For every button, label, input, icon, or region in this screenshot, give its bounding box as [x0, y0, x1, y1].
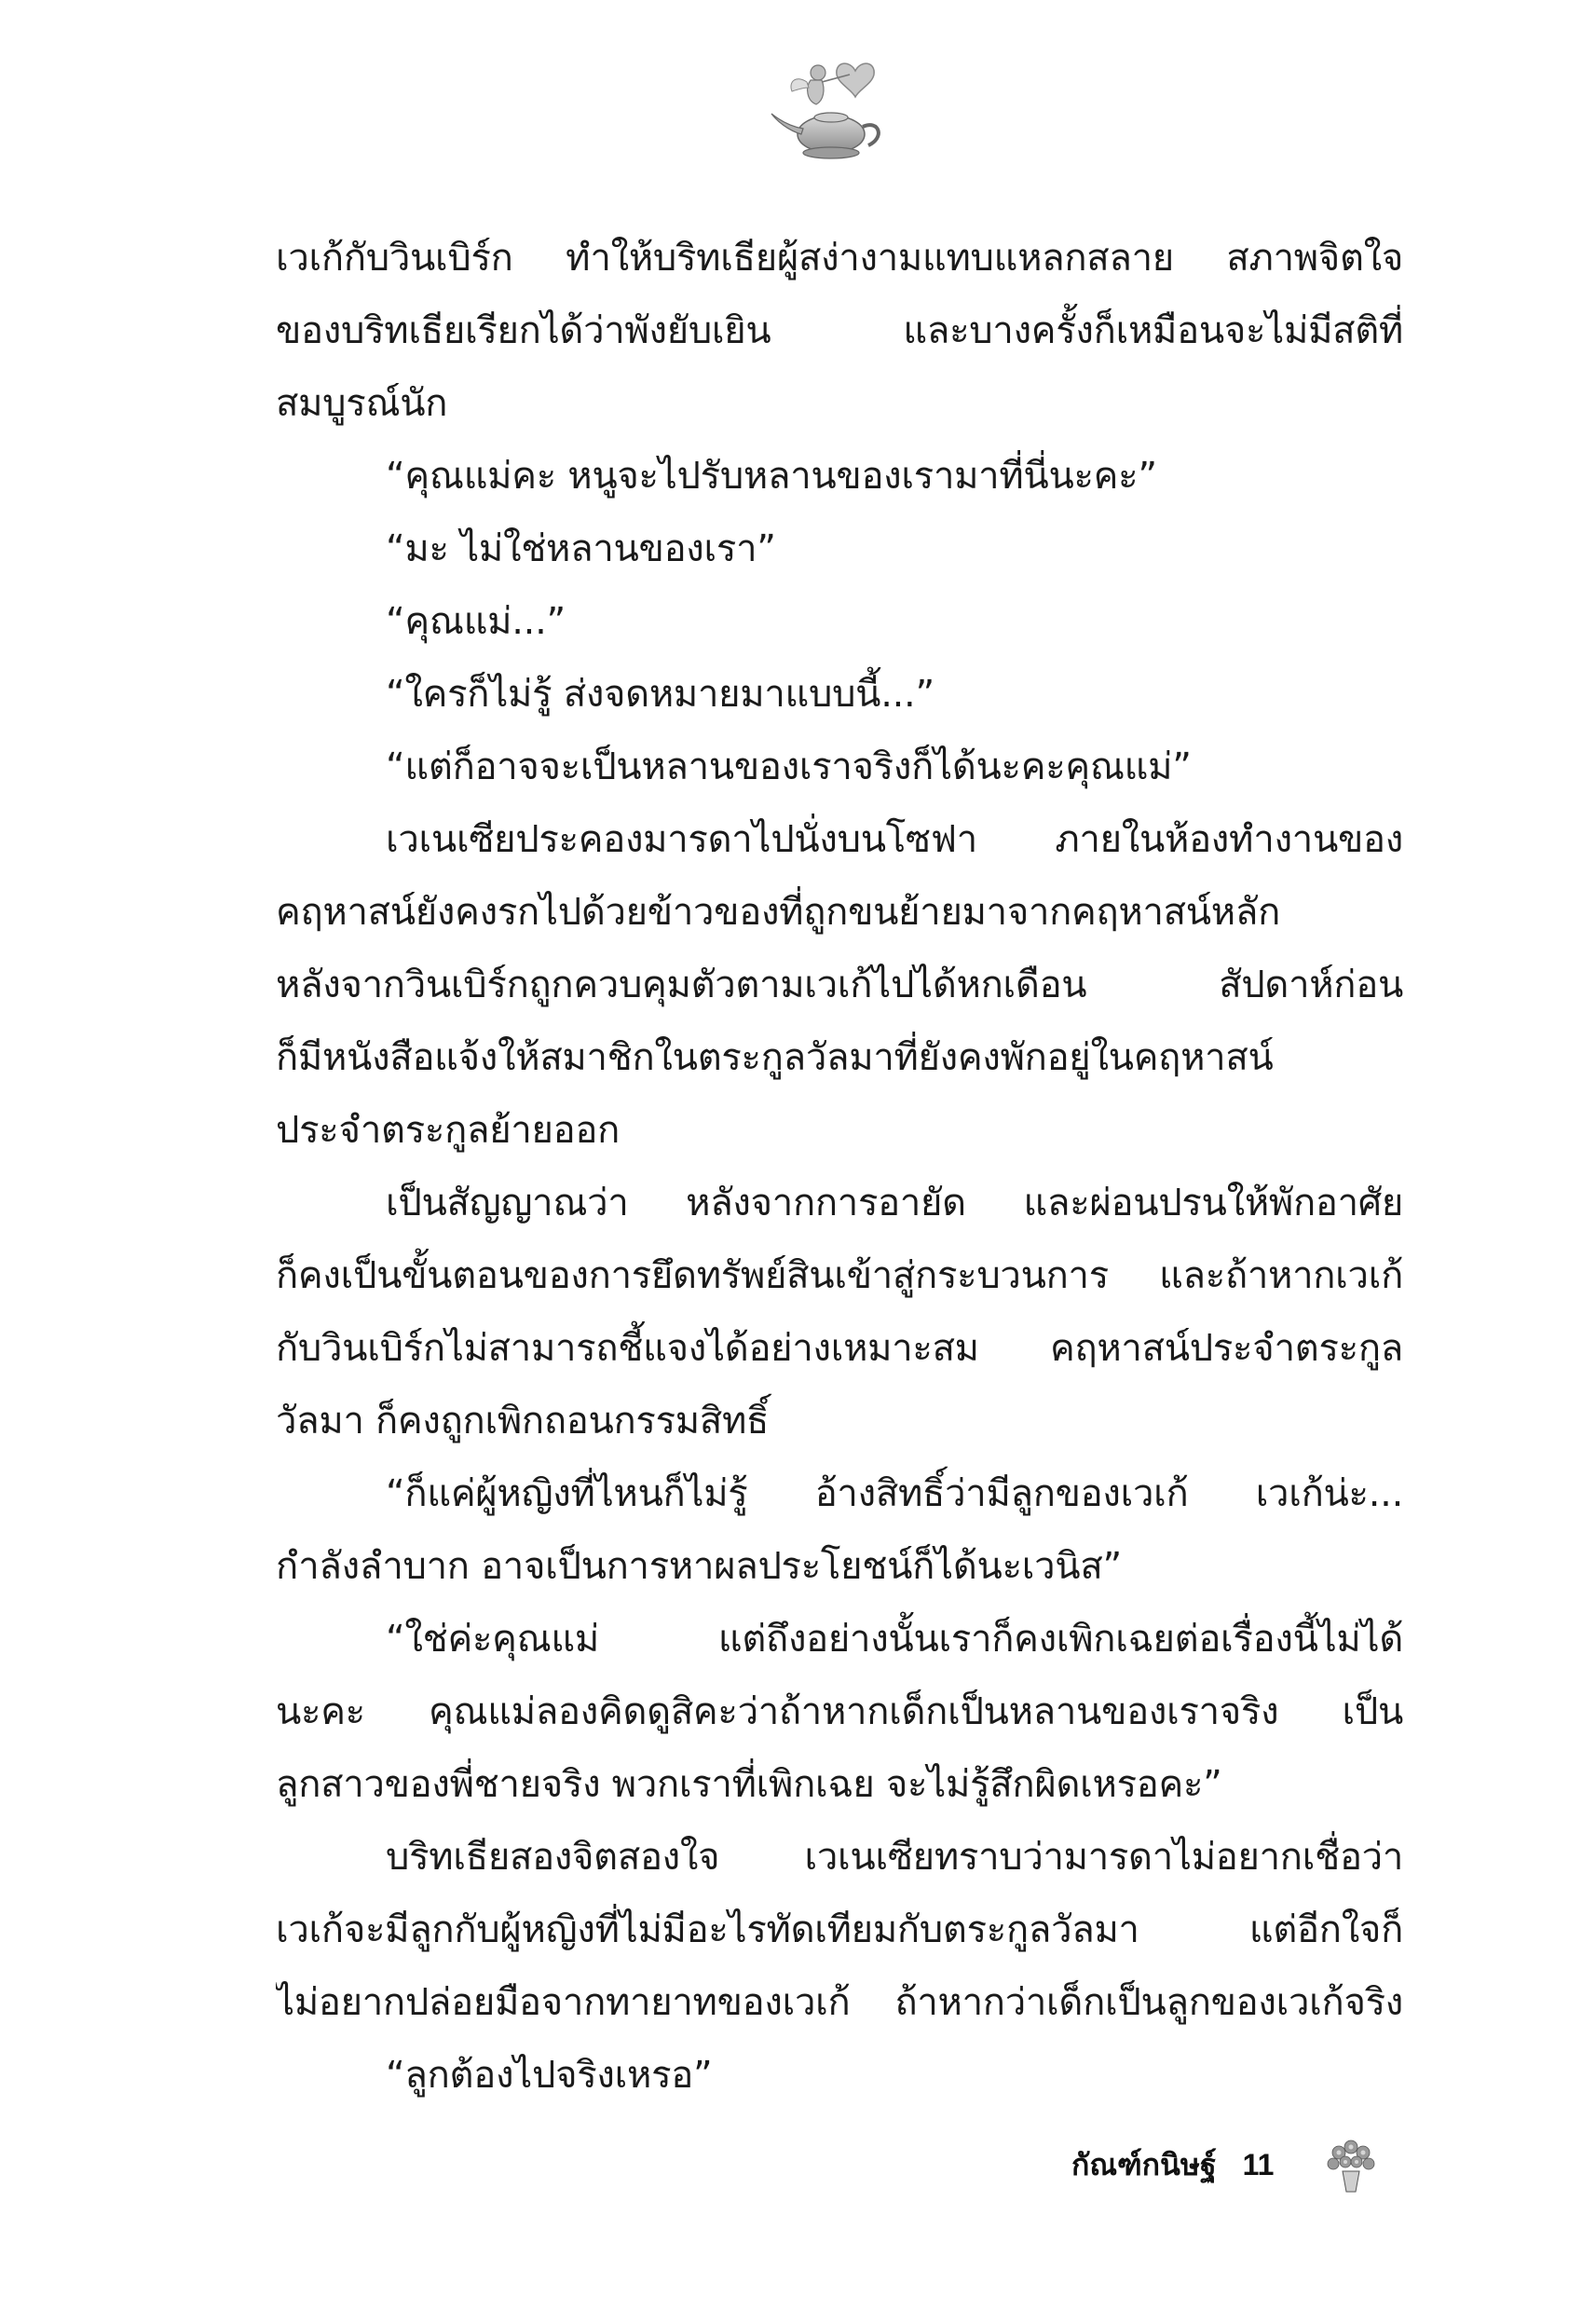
text-line: กำลังลำบาก อาจเป็นการหาผลประโยชน์ก็ได้นะเวนิส”	[276, 1545, 1122, 1588]
text-line: “มะ ไม่ใช่หลานของเรา”	[386, 527, 776, 570]
book-title: กัณฑ์กนิษฐ์	[1071, 2146, 1217, 2182]
flower-bouquet-ornament-icon	[1320, 2134, 1382, 2195]
text-line: ของบริทเธียเรียกได้ว่าพังยับเยิน และบางครั้งก็เหมือนจะไม่มีสติที่	[276, 309, 1403, 352]
text-line: “คุณแม่...”	[386, 600, 566, 643]
text-line: “ใช่ค่ะคุณแม่ แต่ถึงอย่างนั้นเราก็คงเพิกเฉยต่อเรื่องนี้ไม่ได้	[386, 1618, 1403, 1661]
body-text	[276, 222, 1403, 2112]
text-line: คฤหาสน์ยังคงรกไปด้วยข้าวของที่ถูกขนย้ายมาจากคฤหาสน์หลัก	[276, 891, 1281, 934]
text-line: กับวินเบิร์กไม่สามารถชี้แจงได้อย่างเหมาะสม คฤหาสน์ประจำตระกูล	[276, 1327, 1403, 1370]
text-line: ก็คงเป็นขั้นตอนของการยึดทรัพย์สินเข้าสู่กระบวนการ และถ้าหากเวเก้	[276, 1254, 1403, 1297]
text-line: ก็มีหนังสือแจ้งให้สมาชิกในตระกูลวัลมาที่ยังคงพักอยู่ในคฤหาสน์	[276, 1036, 1274, 1079]
text-line: วัลมา ก็คงถูกเพิกถอนกรรมสิทธิ์	[276, 1400, 770, 1443]
text-line: “ก็แค่ผู้หญิงที่ไหนก็ไม่รู้ อ้างสิทธิ์ว่ามีลูกของเวเก้ เวเก้น่ะ...	[386, 1472, 1403, 1515]
text-line: เวเนเซียประคองมารดาไปนั่งบนโซฟา ภายในห้องทำงานของ	[386, 818, 1403, 861]
text-line: “ลูกต้องไปจริงเหรอ”	[386, 2054, 713, 2097]
text-line: หลังจากวินเบิร์กถูกควบคุมตัวตามเวเก้ไปได้หกเดือน สัปดาห์ก่อน	[276, 964, 1403, 1006]
text-line: บริทเธียสองจิตสองใจ เวเนเซียทราบว่ามารดาไม่อยากเชื่อว่า	[386, 1836, 1403, 1879]
teapot-cupid-ornament-icon	[764, 54, 904, 166]
text-line: “คุณแม่คะ หนูจะไปรับหลานของเรามาที่นี่นะคะ”	[386, 455, 1157, 498]
page-number: 11	[1242, 2147, 1275, 2181]
text-line: ประจำตระกูลย้ายออก	[276, 1109, 621, 1152]
page-footer	[1071, 2132, 1382, 2197]
text-line: เวเก้กับวินเบิร์ก ทำให้บริทเธียผู้สง่างามแทบแหลกสลาย สภาพจิตใจ	[276, 237, 1403, 280]
text-line: ลูกสาวของพี่ชายจริง พวกเราที่เพิกเฉย จะไม่รู้สึกผิดเหรอคะ”	[276, 1763, 1222, 1806]
text-line: “ใครก็ไม่รู้ ส่งจดหมายมาแบบนี้...”	[386, 673, 934, 716]
text-line: สมบูรณ์นัก	[276, 382, 448, 425]
text-line: นะคะ คุณแม่ลองคิดดูสิคะว่าถ้าหากเด็กเป็นหลานของเราจริง เป็น	[276, 1690, 1403, 1733]
text-line: ไม่อยากปล่อยมือจากทายาทของเวเก้ ถ้าหากว่าเด็กเป็นลูกของเวเก้จริง	[276, 1981, 1403, 2024]
text-line: เวเก้จะมีลูกกับผู้หญิงที่ไม่มีอะไรทัดเทียมกับตระกูลวัลมา แต่อีกใจก็	[276, 1908, 1403, 1951]
text-line: “แต่ก็อาจจะเป็นหลานของเราจริงก็ได้นะคะคุณแม่”	[386, 745, 1192, 788]
text-line: เป็นสัญญาณว่า หลังจากการอายัด และผ่อนปรนให้พักอาศัย	[386, 1182, 1403, 1224]
